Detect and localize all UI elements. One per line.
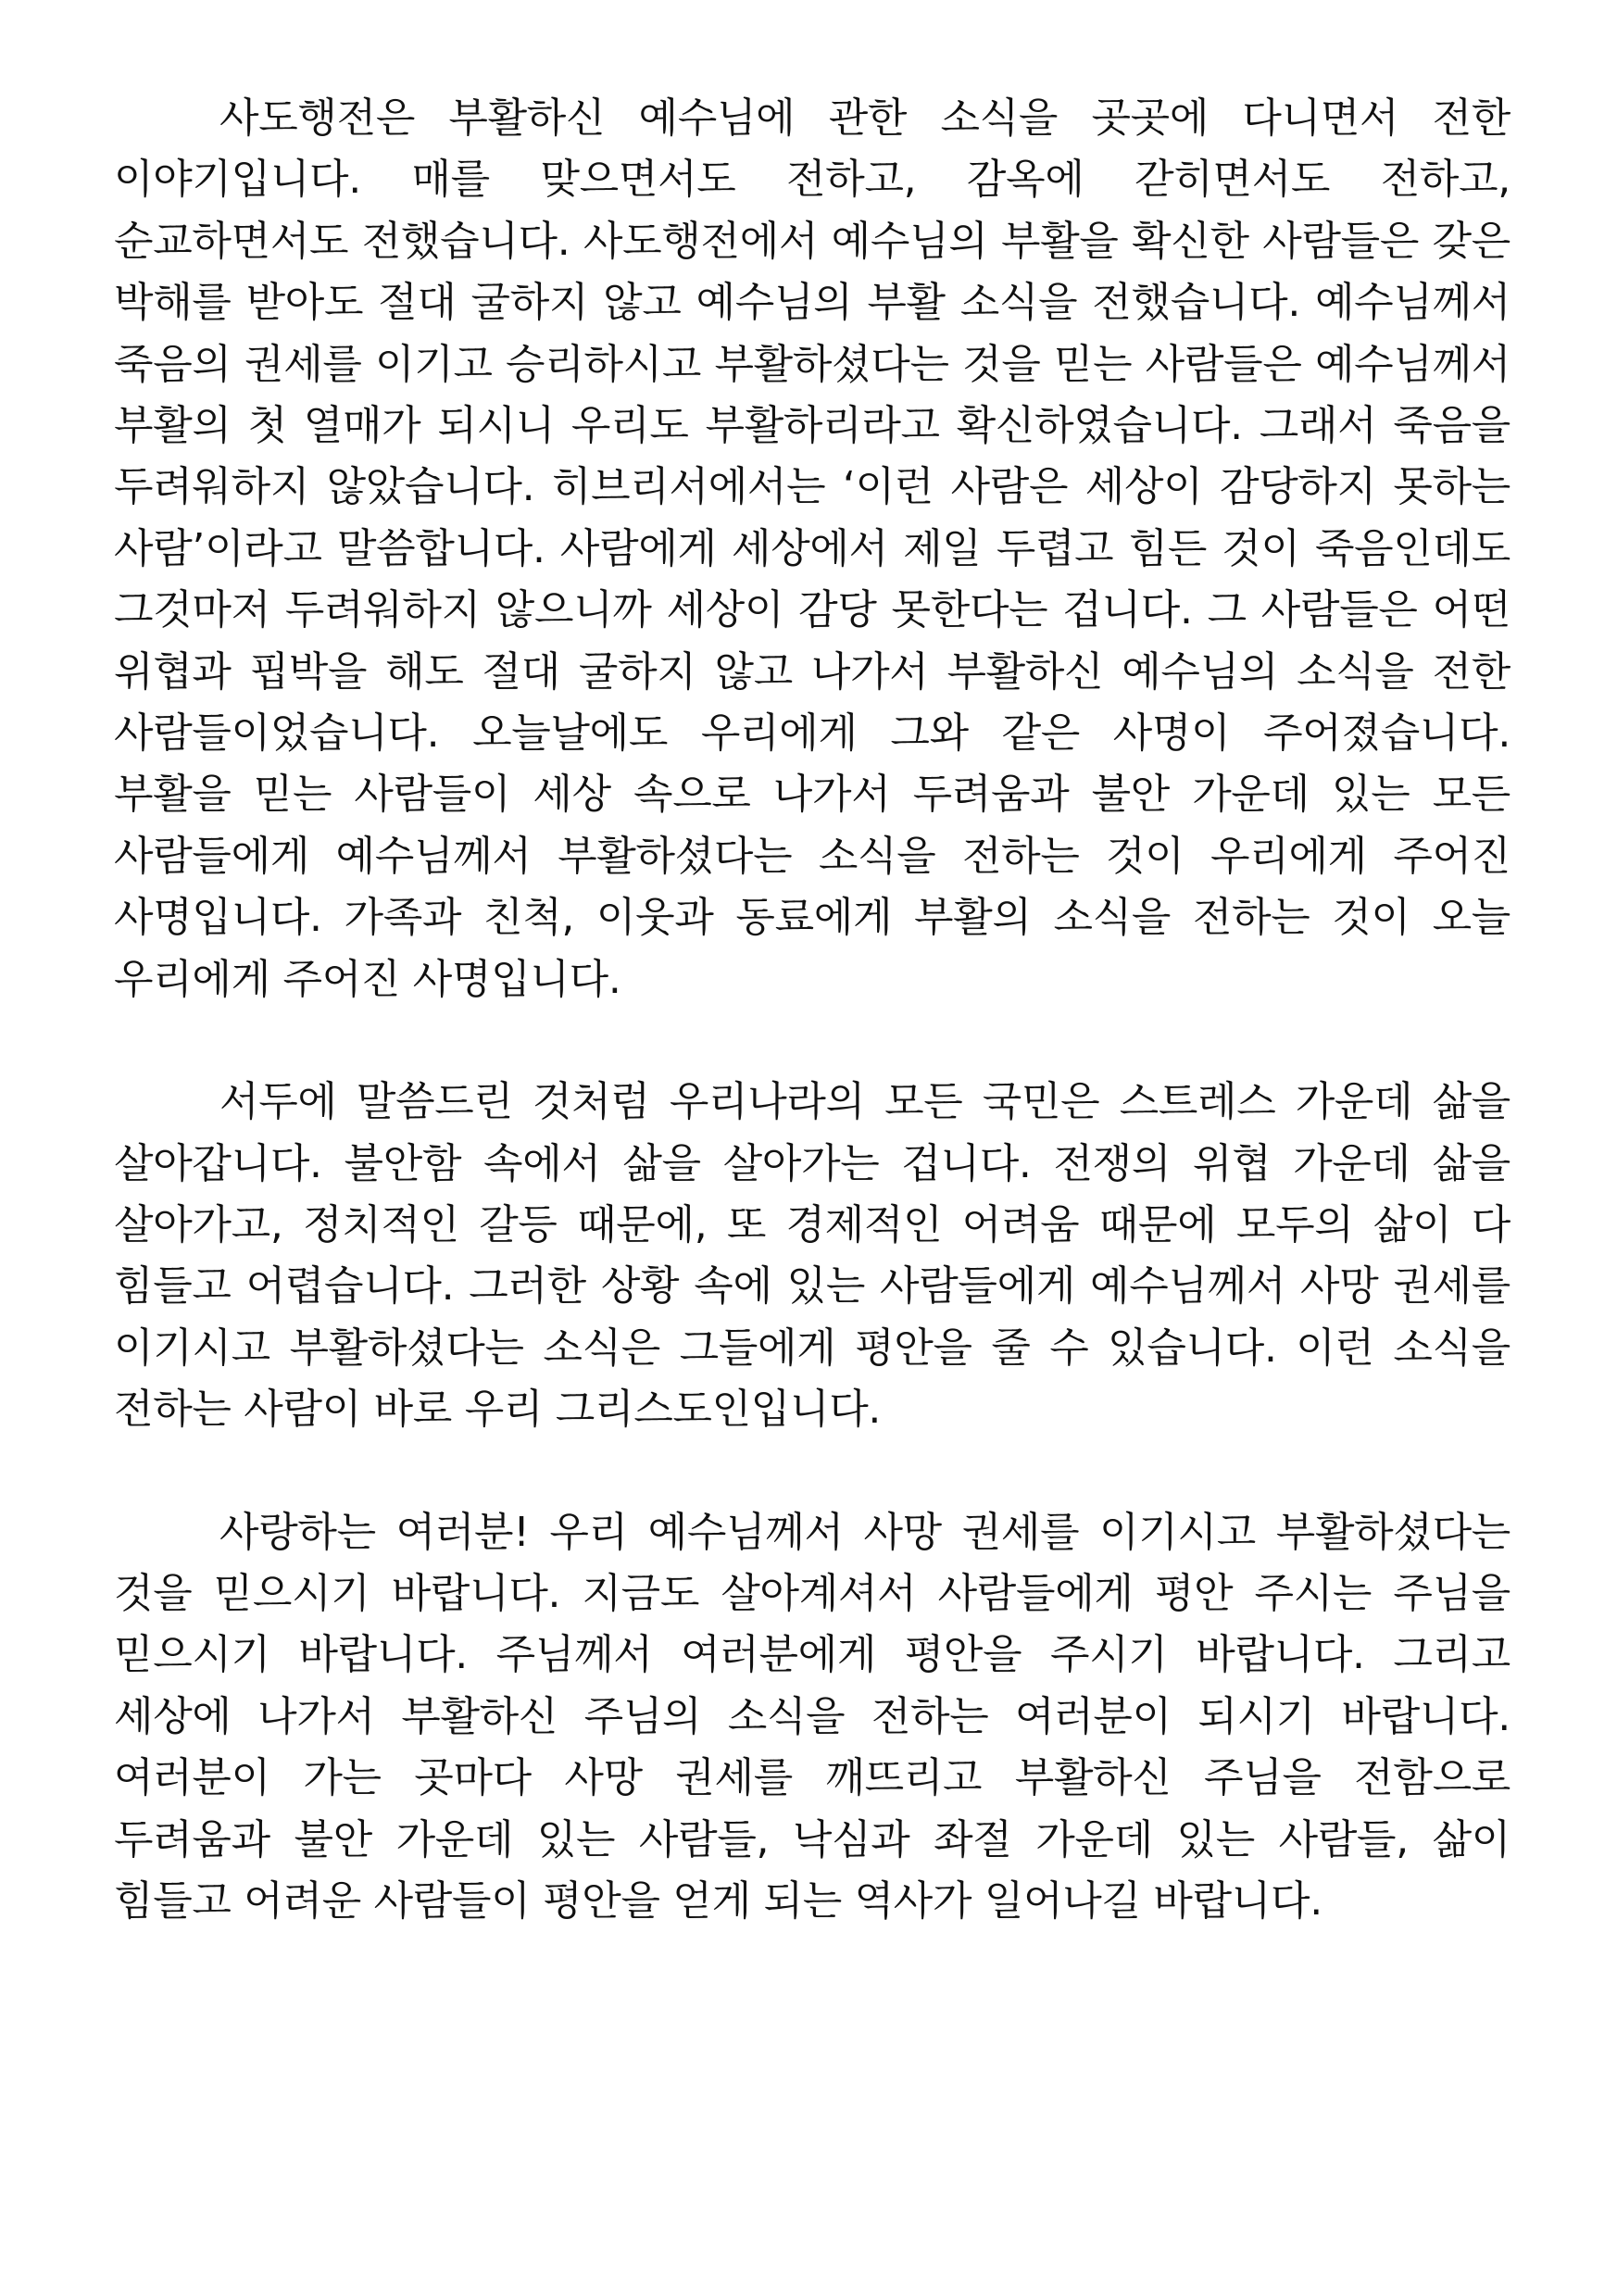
paragraph-1: 사도행전은 부활하신 예수님에 관한 소식을 곳곳에 다니면서 전한 이야기입니다. 매를 맞으면서도 전하고, 감옥에 갇히면서도 전하고, 순교하면서도 전했습니다. 사도행전에서 예수님의 부활을 확신한 사람들은 갖은 박해를 받아도 절대 굴하지 않고 예수님의 부활 소식을 전했습니다. 예수님께서 죽음의 권세를 이기고 승리하시고 부활하셨다는 것을 믿는 사람들은 예수님께서 부활의 첫 열매가 되시니 우리도 부활하리라고 확신하였습니다. 그래서 죽음을 두려워하지 않았습니다. 히브리서에서는 ‘이런 사람은 세상이 감당하지 못하는 사람’이라고 말씀합니다. 사람에게 세상에서 제일 두렵고 힘든 것이 죽음인데도 그것마저 두려워하지 않으니까 세상이 감당 못한다는 겁니다. 그 사람들은 어떤 위협과 핍박을 해도 절대 굴하지 않고 나가서 부활하신 예수님의 소식을 전한 사람들이었습니다. 오늘날에도 우리에게 그와 같은 사명이 주어졌습니다. 부활을 믿는 사람들이 세상 속으로 나가서 두려움과 불안 가운데 있는 모든 사람들에게 예수님께서 부활하셨다는 소식을 전하는 것이 우리에게 주어진 사명입니다. 가족과 친척, 이웃과 동료에게 부활의 소식을 전하는 것이 오늘 우리에게 주어진 사명입니다. [114, 94, 1510, 1003]
paragraph-3: 사랑하는 여러분! 우리 예수님께서 사망 권세를 이기시고 부활하셨다는 것을 믿으시기 바랍니다. 지금도 살아계셔서 사람들에게 평안 주시는 주님을 믿으시기 바랍니다. 주님께서 여러분에게 평안을 주시기 바랍니다. 그리고 세상에 나가서 부활하신 주님의 소식을 전하는 여러분이 되시기 바랍니다. 여러분이 가는 곳마다 사망 권세를 깨뜨리고 부활하신 주님을 전함으로 두려움과 불안 가운데 있는 사람들, 낙심과 좌절 가운데 있는 사람들, 삶이 힘들고 어려운 사람들이 평안을 얻게 되는 역사가 일어나길 바랍니다. [114, 1508, 1510, 1925]
paragraph-2: 서두에 말씀드린 것처럼 우리나라의 모든 국민은 스트레스 가운데 삶을 살아갑니다. 불안함 속에서 삶을 살아가는 겁니다. 전쟁의 위협 가운데 삶을 살아가고, 정치적인 갈등 때문에, 또 경제적인 어려움 때문에 모두의 삶이 다 힘들고 어렵습니다. 그러한 상황 속에 있는 사람들에게 예수님께서 사망 권세를 이기시고 부활하셨다는 소식은 그들에게 평안을 줄 수 있습니다. 이런 소식을 전하는 사람이 바로 우리 그리스도인입니다. [114, 1078, 1510, 1434]
